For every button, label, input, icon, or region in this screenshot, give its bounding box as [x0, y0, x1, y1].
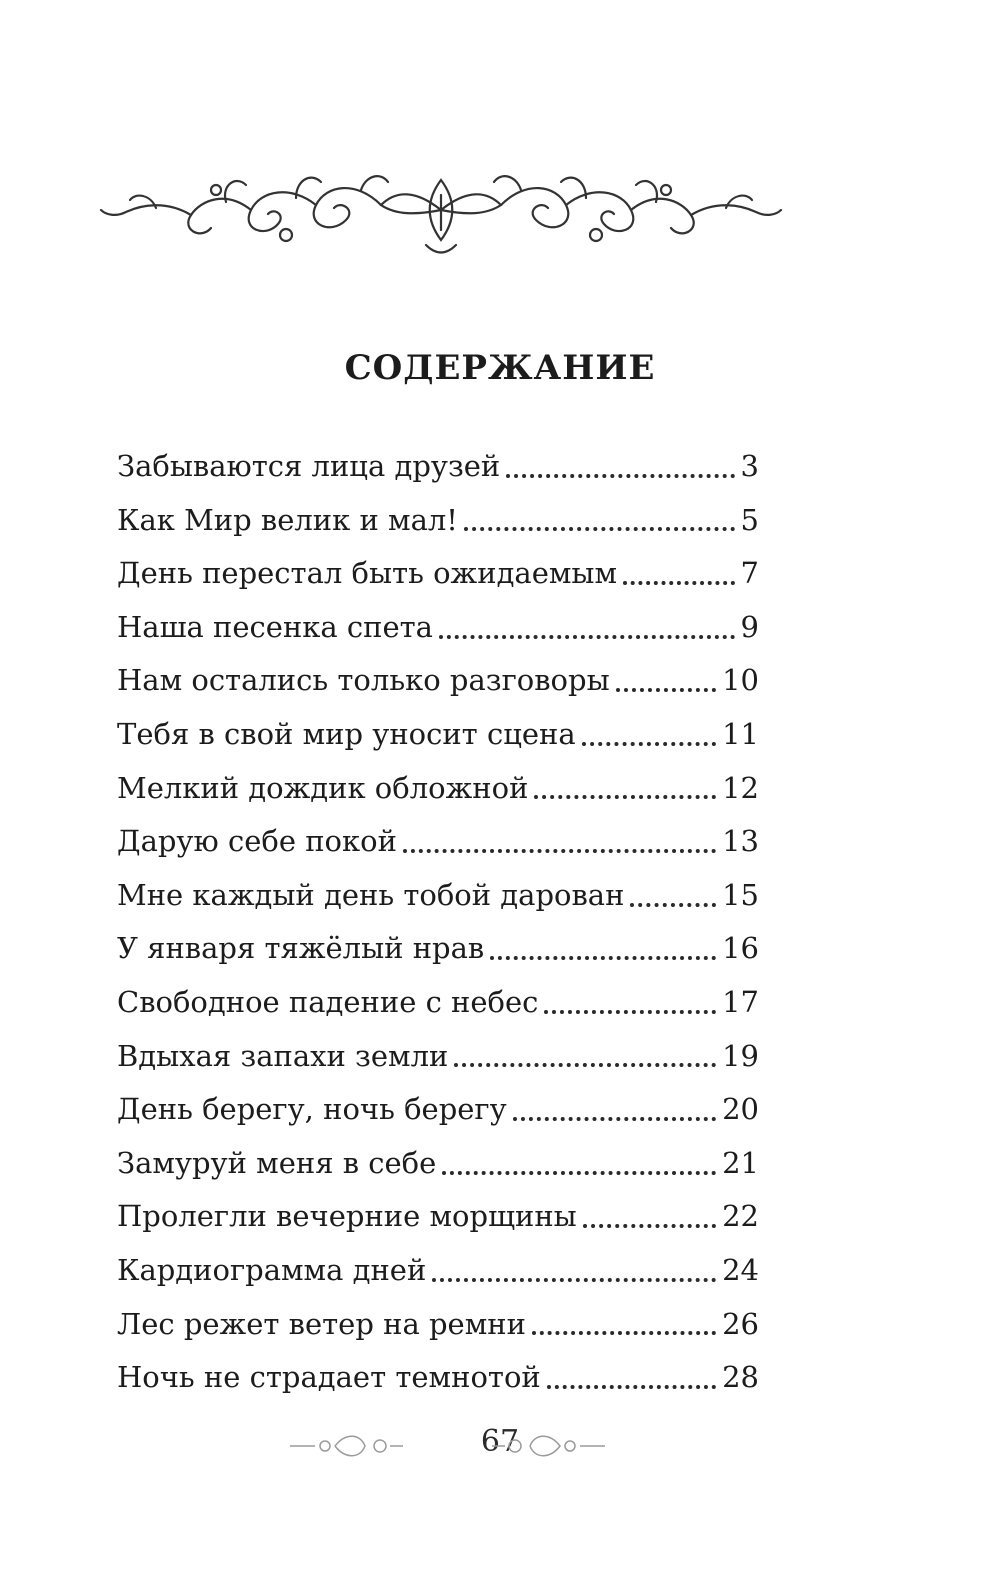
toc-dot-leader: [547, 1385, 716, 1389]
toc-entry-page: 9: [740, 609, 759, 644]
toc-entry-page: 15: [722, 877, 759, 912]
toc-dot-leader: [490, 956, 716, 960]
toc-entry: [117, 1298, 759, 1352]
toc-entry-title: Вдыхая запахи земли: [117, 1038, 449, 1073]
toc-entry-title: Мне каждый день тобой дарован: [117, 877, 625, 912]
toc-entry: [117, 547, 759, 601]
toc-entry: [117, 1244, 759, 1298]
toc-entry: [117, 1351, 759, 1405]
toc-entry-page: 20: [722, 1092, 759, 1127]
toc-entry-title: Мелкий дождик обложной: [117, 770, 529, 805]
toc-entry: [117, 494, 759, 548]
toc-entry-title: День перестал быть ожидаемым: [117, 556, 618, 591]
toc-dot-leader: [403, 849, 716, 853]
toc-entry-page: 19: [722, 1038, 759, 1073]
toc-entry: [117, 1137, 759, 1191]
toc-entry-title: Нам остались только разговоры: [117, 663, 610, 698]
toc-entry-page: 10: [722, 663, 759, 698]
toc-entry: [117, 869, 759, 923]
toc-entry: [117, 440, 759, 494]
toc-entry: [117, 1030, 759, 1084]
floral-ornament-icon: [96, 160, 786, 260]
toc-entry: [117, 1190, 759, 1244]
page-title: СОДЕРЖАНИЕ: [344, 348, 656, 388]
toc-dot-leader: [442, 1171, 716, 1175]
toc-entry: [117, 601, 759, 655]
toc-entry-page: 3: [740, 449, 759, 483]
toc-entry-title: Лес режет ветер на ремни: [117, 1306, 526, 1341]
toc-entry-page: 28: [722, 1360, 759, 1395]
toc-entry-title: Дарую себе покой: [117, 824, 397, 859]
toc-entry-title: Ночь не страдает темнотой: [117, 1360, 541, 1395]
toc-entry-page: 7: [740, 556, 759, 591]
toc-entry-page: 17: [722, 984, 759, 1019]
toc-entry-title: Пролегли вечерние морщины: [117, 1199, 577, 1234]
toc-dot-leader: [454, 1063, 716, 1067]
toc-entry: [117, 654, 759, 708]
toc-entry-page: 16: [722, 931, 759, 966]
toc-entry-page: 21: [722, 1145, 759, 1180]
small-ornament-icon: [490, 1428, 610, 1464]
toc-entry: [117, 976, 759, 1030]
toc-entry-page: 12: [722, 770, 759, 805]
toc-entry: [117, 922, 759, 976]
toc-dot-leader: [544, 1010, 716, 1014]
toc-entry: [117, 762, 759, 816]
toc-entry: [117, 1083, 759, 1137]
toc-dot-leader: [464, 527, 735, 531]
toc-entry-page: 5: [740, 502, 759, 537]
toc-dot-leader: [582, 742, 716, 746]
toc-dot-leader: [432, 1278, 716, 1282]
toc-entry-page: 13: [722, 824, 759, 859]
toc-dot-leader: [583, 1224, 716, 1228]
toc-entry-title: День берегу, ночь берегу: [117, 1092, 507, 1127]
toc-entry-page: 24: [722, 1252, 759, 1287]
toc-entry-title: Замуруй меня в себе: [117, 1145, 437, 1180]
toc-dot-leader: [630, 903, 716, 907]
toc-entry-page: 22: [722, 1199, 759, 1234]
toc-entry-title: Забываются лица друзей: [117, 449, 501, 483]
page-number: 67: [480, 1424, 520, 1459]
toc-dot-leader: [532, 1331, 716, 1335]
toc-entry: [117, 815, 759, 869]
toc-dot-leader: [616, 688, 716, 692]
toc-dot-leader: [506, 474, 734, 478]
toc-entry-title: Наша песенка спета: [117, 609, 433, 644]
toc-entry-page: 11: [722, 716, 759, 751]
toc-entry: [117, 708, 759, 762]
toc-dot-leader: [534, 795, 716, 799]
table-of-contents: [117, 440, 759, 1405]
toc-entry-page: 26: [722, 1306, 759, 1341]
toc-entry-title: Свободное падение с небес: [117, 984, 539, 1019]
toc-dot-leader: [439, 635, 735, 639]
toc-entry-title: Как Мир велик и мал!: [117, 502, 458, 537]
toc-entry-title: Кардиограмма дней: [117, 1252, 427, 1287]
toc-entry-title: Тебя в свой мир уносит сцена: [117, 716, 576, 751]
toc-entry-title: У января тяжёлый нрав: [117, 931, 485, 966]
toc-dot-leader: [623, 581, 734, 585]
toc-dot-leader: [513, 1117, 716, 1121]
